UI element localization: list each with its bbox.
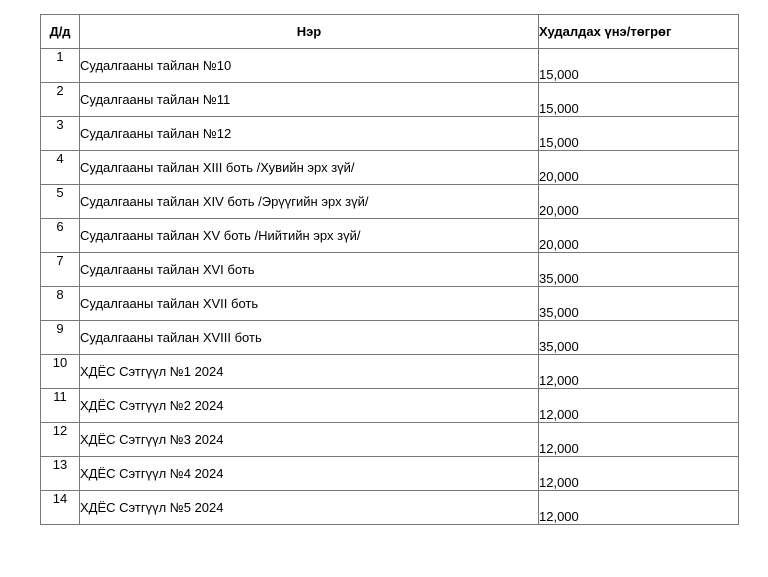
table-row [41,83,739,117]
table-row [41,355,739,389]
row-index: 13 [41,457,80,491]
table-row [41,423,739,457]
row-price: 15,000 [539,117,739,151]
row-name: ХДЁС Сэтгүүл №4 2024 [80,457,539,491]
table-row [41,491,739,525]
table-row [41,117,739,151]
row-price: 20,000 [539,185,739,219]
row-index: 14 [41,491,80,525]
row-name: ХДЁС Сэтгүүл №1 2024 [80,355,539,389]
table-row [41,321,739,355]
row-name: ХДЁС Сэтгүүл №5 2024 [80,491,539,525]
row-name: Судалгааны тайлан №12 [80,117,539,151]
row-price: 12,000 [539,389,739,423]
table-row [41,49,739,83]
row-name: ХДЁС Сэтгүүл №2 2024 [80,389,539,423]
row-price: 15,000 [539,49,739,83]
row-name: Судалгааны тайлан XIII боть /Хувийн эрх зүй/ [80,151,539,185]
row-price: 12,000 [539,491,739,525]
row-price: 35,000 [539,253,739,287]
row-price: 20,000 [539,151,739,185]
row-index: 4 [41,151,80,185]
row-name: ХДЁС Сэтгүүл №3 2024 [80,423,539,457]
row-price: 15,000 [539,83,739,117]
row-name: Судалгааны тайлан №11 [80,83,539,117]
row-index: 9 [41,321,80,355]
header-index: Д/д [41,15,80,49]
table-row [41,457,739,491]
row-price: 20,000 [539,219,739,253]
header-name: Нэр [80,15,539,49]
row-price: 35,000 [539,321,739,355]
row-index: 7 [41,253,80,287]
row-price: 12,000 [539,423,739,457]
row-name: Судалгааны тайлан XV боть /Нийтийн эрх зүй/ [80,219,539,253]
row-name: Судалгааны тайлан XVI боть [80,253,539,287]
row-index: 6 [41,219,80,253]
price-table [40,14,739,525]
row-index: 8 [41,287,80,321]
table-row [41,185,739,219]
table-header-row [41,15,739,49]
table-row [41,389,739,423]
table-row [41,287,739,321]
row-index: 2 [41,83,80,117]
row-index: 10 [41,355,80,389]
row-name: Судалгааны тайлан №10 [80,49,539,83]
row-name: Судалгааны тайлан XIV боть /Эрүүгийн эрх зүй/ [80,185,539,219]
table-row [41,253,739,287]
row-name: Судалгааны тайлан XVIII боть [80,321,539,355]
row-index: 12 [41,423,80,457]
header-price: Худалдах үнэ/төгрөг [539,15,739,49]
row-index: 1 [41,49,80,83]
row-index: 11 [41,389,80,423]
table-row [41,151,739,185]
table-row [41,219,739,253]
table-body [41,49,739,525]
row-name: Судалгааны тайлан XVII боть [80,287,539,321]
row-price: 35,000 [539,287,739,321]
row-price: 12,000 [539,457,739,491]
row-index: 3 [41,117,80,151]
row-index: 5 [41,185,80,219]
row-price: 12,000 [539,355,739,389]
